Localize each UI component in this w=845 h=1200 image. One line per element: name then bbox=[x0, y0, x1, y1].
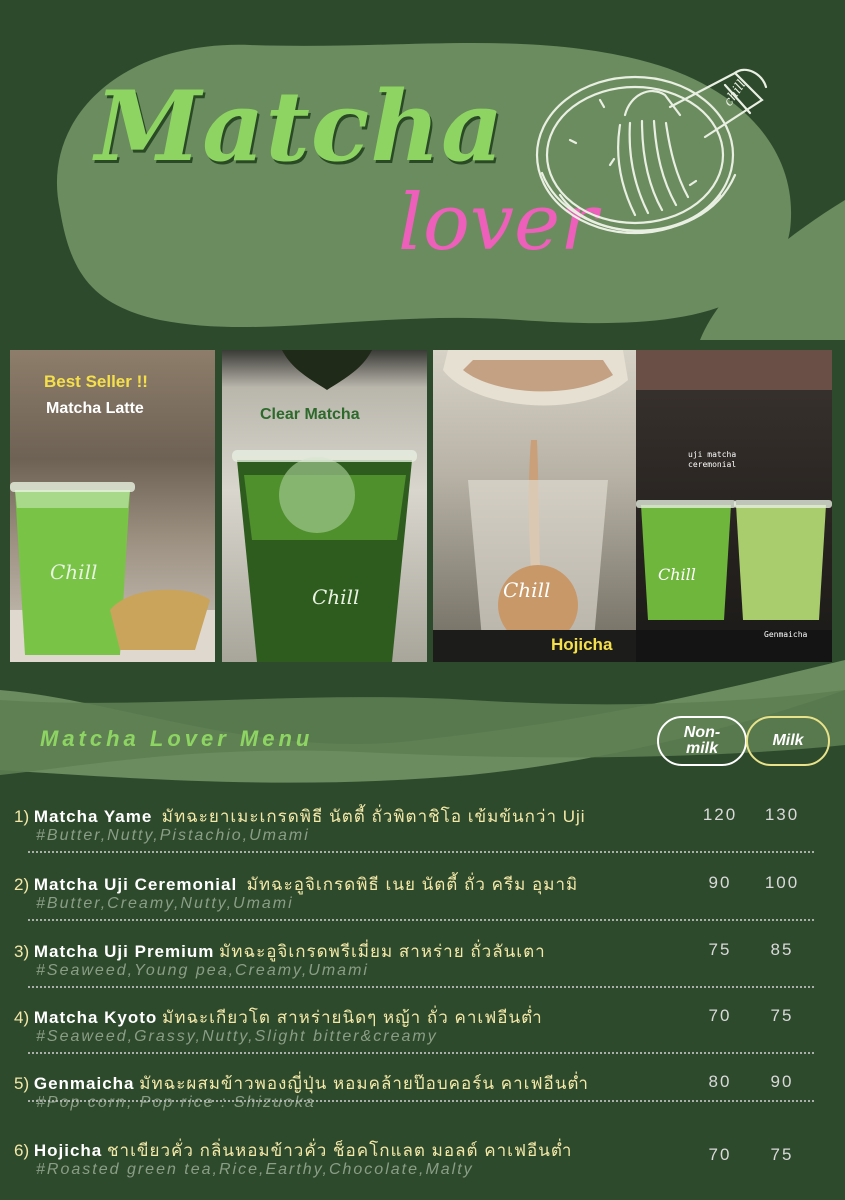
item-number: 2) bbox=[14, 875, 30, 894]
matcha-bowl-whisk-icon bbox=[530, 55, 790, 265]
dotted-divider bbox=[28, 851, 814, 853]
price-nonmilk: 70 bbox=[708, 1006, 732, 1025]
item-tags: #Pop corn, Pop rice : Shizuoka bbox=[36, 1094, 316, 1111]
item-name: Genmaicha bbox=[33, 1074, 135, 1093]
item-tags: #Butter,Creamy,Nutty,Umami bbox=[36, 895, 294, 912]
two-cups-icon bbox=[636, 350, 832, 662]
item-name: Matcha Kyoto bbox=[33, 1008, 158, 1027]
item-name: Hojicha bbox=[33, 1141, 103, 1160]
dotted-divider bbox=[28, 1100, 814, 1102]
photo-caption-hojicha: Hojicha bbox=[551, 635, 613, 654]
price-milk: 130 bbox=[764, 805, 800, 824]
price-nonmilk: 80 bbox=[708, 1072, 732, 1091]
page-subtitle: lover bbox=[398, 178, 598, 268]
photo-matcha-latte bbox=[10, 350, 215, 662]
item-tags: #Seaweed,Young pea,Creamy,Umami bbox=[36, 962, 369, 979]
price-nonmilk: 120 bbox=[702, 805, 738, 824]
item-tags: #Roasted green tea,Rice,Earthy,Chocolate,Malty bbox=[36, 1161, 474, 1178]
item-description: มัทฉะอูจิเกรดพิธี เนย นัตตี้ ถั่ว ครีม อุมามิ bbox=[246, 875, 579, 894]
price-milk: 85 bbox=[770, 940, 794, 959]
whisk-brand-text: chill bbox=[720, 77, 750, 110]
dotted-divider bbox=[28, 986, 814, 988]
price-nonmilk: 90 bbox=[708, 873, 732, 892]
item-name: Matcha Uji Premium bbox=[33, 942, 215, 961]
price-milk: 90 bbox=[770, 1072, 794, 1091]
item-tags: #Seaweed,Grassy,Nutty,Slight bitter&creamy bbox=[36, 1028, 438, 1045]
item-number: 3) bbox=[14, 942, 30, 961]
genmaicha-label: Genmaicha bbox=[764, 630, 808, 639]
photo-uji-genmaicha bbox=[636, 350, 832, 662]
price-milk: 100 bbox=[764, 873, 800, 892]
clear-matcha-cup-icon bbox=[222, 350, 427, 662]
item-description: มัทฉะยาเมะเกรดพิธี นัตตี้ ถั่วพิตาชิโอ เข้มข้นกว่า Uji bbox=[161, 807, 586, 826]
price-milk: 75 bbox=[770, 1145, 794, 1164]
col-nonmilk-badge: Non- milk bbox=[657, 716, 747, 766]
best-seller-badge: Best Seller !! bbox=[44, 372, 148, 391]
col-milk-badge: Milk bbox=[746, 716, 830, 766]
menu-title: Matcha Lover Menu bbox=[40, 726, 314, 751]
item-number: 6) bbox=[14, 1141, 30, 1160]
cup-brand-text: Chill bbox=[50, 560, 98, 584]
uji-ceremonial-label: uji matcha ceremonial bbox=[688, 450, 737, 469]
matcha-latte-cup-icon bbox=[10, 350, 215, 662]
item-number: 5) bbox=[14, 1074, 30, 1093]
hojicha-cup-icon bbox=[433, 350, 638, 662]
photo-caption-matcha-latte: Matcha Latte bbox=[46, 400, 144, 417]
photo-caption-clear-matcha: Clear Matcha bbox=[260, 406, 360, 423]
item-description: มัทฉะเกียวโต สาหร่ายนิดๆ หญ้า ถั่ว คาเฟอีนต่ำ bbox=[162, 1008, 543, 1027]
item-name: Matcha Yame bbox=[33, 807, 153, 826]
dotted-divider bbox=[28, 919, 814, 921]
price-milk: 75 bbox=[770, 1006, 794, 1025]
price-nonmilk: 75 bbox=[708, 940, 732, 959]
price-nonmilk: 70 bbox=[708, 1145, 732, 1164]
item-tags: #Butter,Nutty,Pistachio,Umami bbox=[36, 827, 310, 844]
dotted-divider bbox=[28, 1052, 814, 1054]
item-description: มัทฉะผสมข้าวพองญี่ปุ่น หอมคล้ายป๊อบคอร์น คาเฟอีนต่ำ bbox=[139, 1074, 589, 1093]
cup-brand-text: Chill bbox=[503, 578, 551, 602]
photo-clear-matcha bbox=[222, 350, 427, 662]
item-number: 1) bbox=[14, 807, 30, 826]
item-number: 4) bbox=[14, 1008, 30, 1027]
item-name: Matcha Uji Ceremonial bbox=[33, 875, 238, 894]
item-description: มัทฉะอูจิเกรดพรีเมี่ยม สาหร่าย ถั่วลันเตา bbox=[219, 942, 546, 961]
page-title: Matcha bbox=[95, 70, 505, 183]
cup-brand-text: Chill bbox=[312, 585, 360, 609]
item-description: ชาเขียวคั่ว กลิ่นหอมข้าวคั่ว ช็อคโกแลต มอลต์ คาเฟอีนต่ำ bbox=[107, 1141, 573, 1160]
photo-hojicha bbox=[433, 350, 638, 662]
cup-brand-text: Chill bbox=[658, 565, 696, 584]
